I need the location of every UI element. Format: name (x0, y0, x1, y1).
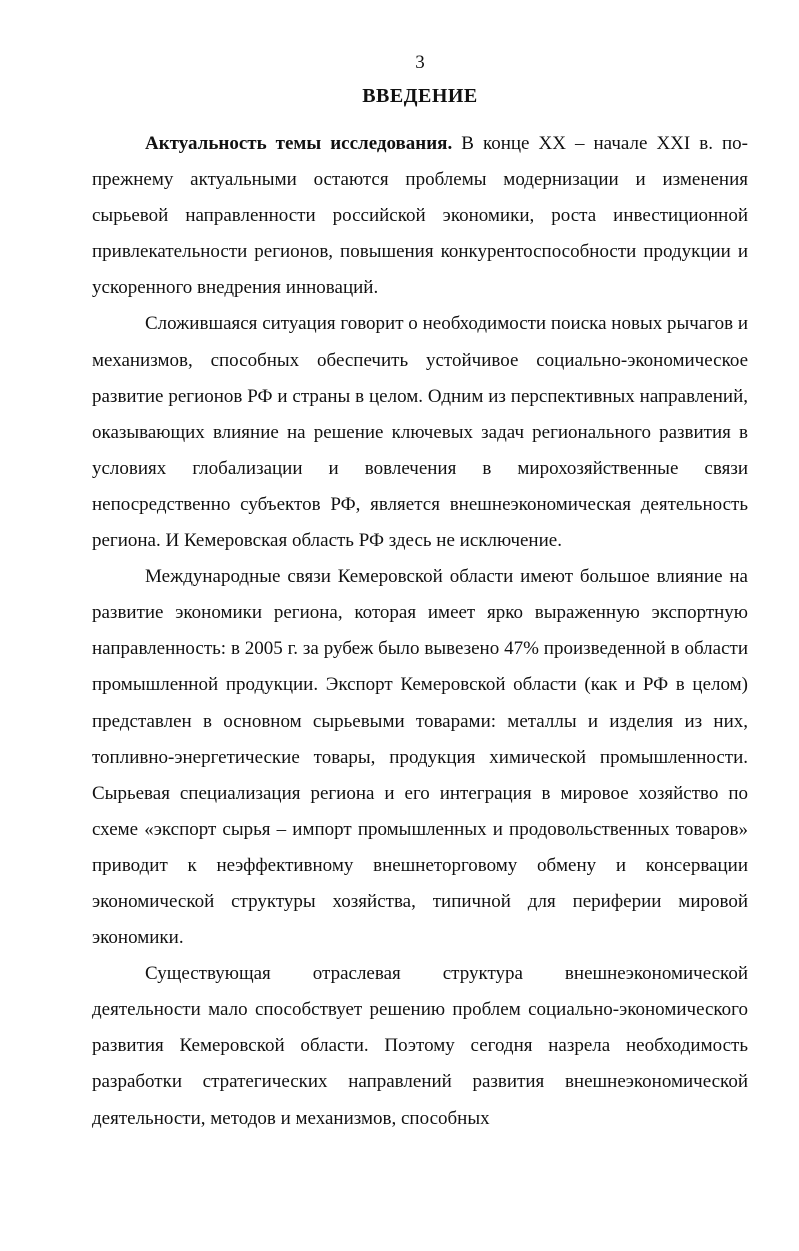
paragraph-text: В конце XX – начале XXI в. по-прежнему актуальными остаются проблемы модернизации и изменения сырьевой направленности российской экономики, роста инвестиционной привлекательности регионов, повышения конкурентоспособности продукции и ускоренного внедрения инноваций. (92, 133, 749, 299)
paragraph-industry-structure (92, 956, 748, 1136)
page-number: 3 (415, 52, 425, 73)
paragraph-relevance (92, 126, 748, 306)
paragraph-text: Международные связи Кемеровской области имеют большое влияние на развитие экономики региона, которая имеет ярко выраженную экспортную направленность: в 2005 г. за рубеж было вывезено 47% произведенной в области промышленной продукции. Экспорт Кемеровской области (как и РФ в целом) представлен в основном сырьевыми товарами: металлы и изделия из них, топливно-энергетические товары, продукция химической промышленности. Сырьевая специализация региона и его интеграция в мировое хозяйство по схеме «экспорт сырья – импорт промышленных и продовольственных товаров» приводит к неэффективному внешнеторговому обмену и консервации экономической структуры хозяйства, типичной для периферии мировой экономики. (92, 566, 748, 949)
document-page (92, 52, 748, 1137)
paragraph-lead: Актуальность темы исследования. (145, 133, 453, 154)
paragraph-international-links (92, 559, 748, 956)
section-heading: ВВЕДЕНИЕ (362, 85, 478, 107)
paragraph-text: Существующая отраслевая структура внешнеэкономической деятельности мало способствует решению проблем социально-экономического развития Кемеровской области. Поэтому сегодня назрела необходимость разработки стратегических направлений развития внешнеэкономической деятельности, методов и механизмов, способных (92, 963, 748, 1129)
paragraph-text: Сложившаяся ситуация говорит о необходимости поиска новых рычагов и механизмов, способных обеспечить устойчивое социально-экономическое развитие регионов РФ и страны в целом. Одним из перспективных направлений, оказывающих влияние на решение ключевых задач регионального развития в условиях глобализации и вовлечения в мирохозяйственные связи непосредственно субъектов РФ, является внешнеэкономическая деятельность региона. И Кемеровская область РФ здесь не исключение. (92, 313, 748, 552)
paragraph-situation (92, 306, 748, 559)
